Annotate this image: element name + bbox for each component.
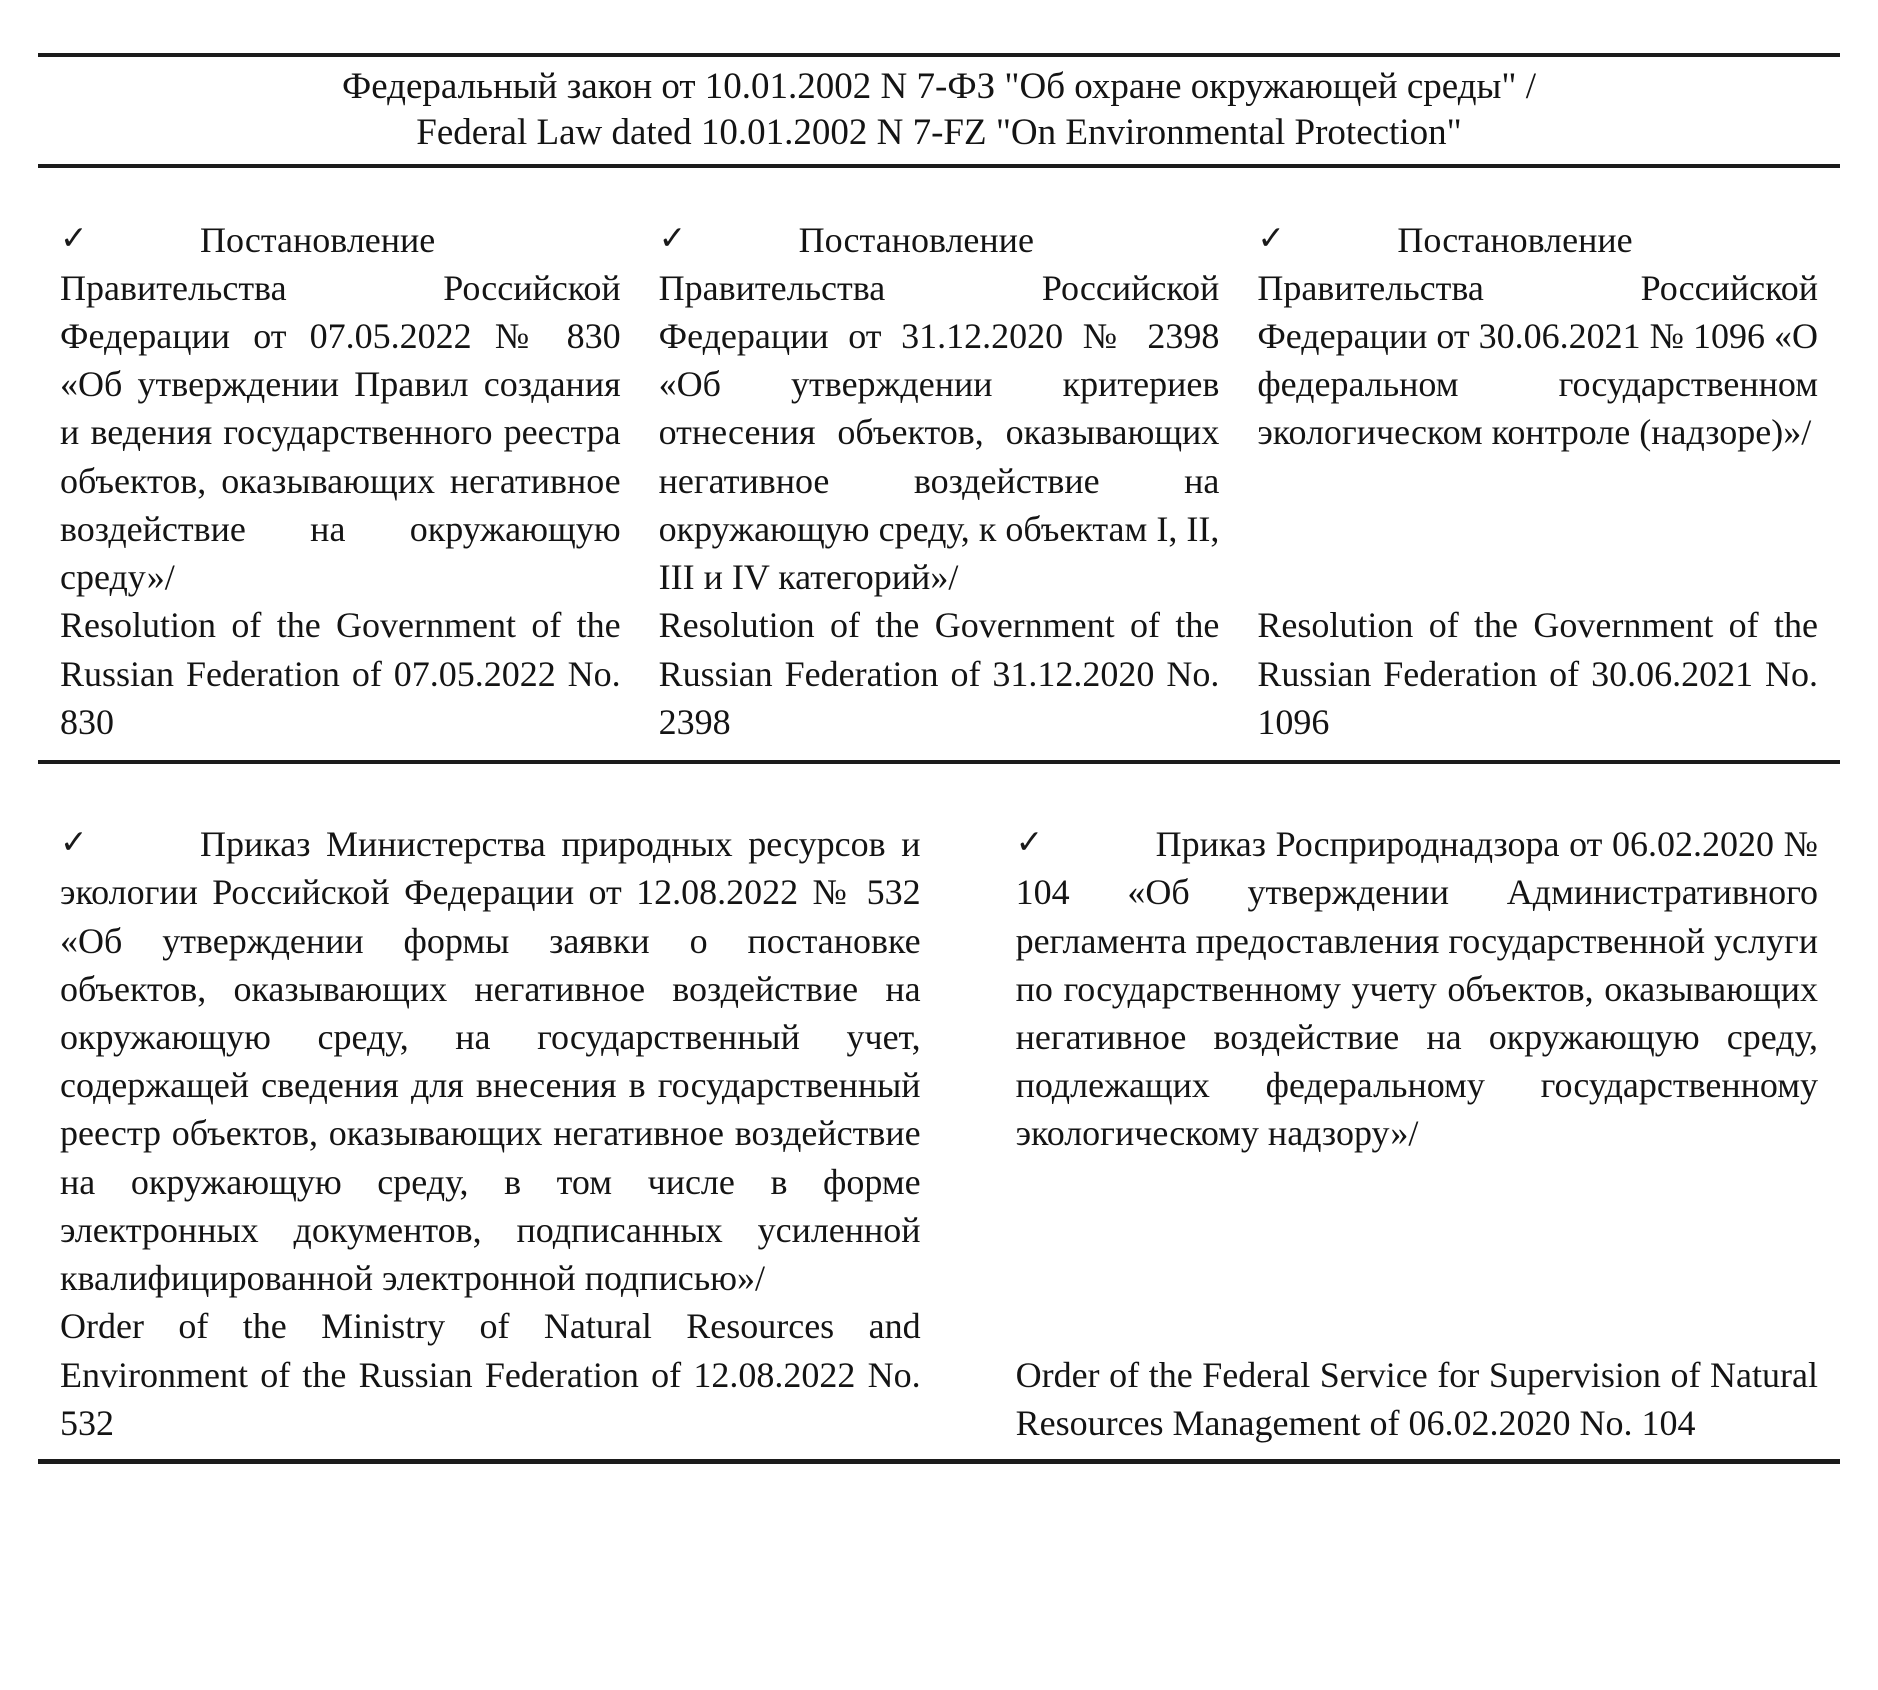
resolution-2398-text-en: Resolution of the Government of the Russian Federation of 31.12.2020 No. 2398 xyxy=(658,605,1220,742)
checkmark-icon: ✓ xyxy=(658,217,687,257)
resolution-830-text-ru xyxy=(60,216,621,602)
resolution-2398-text-ru xyxy=(659,216,1220,602)
resolution-1096-text-ru xyxy=(1257,216,1818,457)
resolution-1096-ru-content: Постановление Правительства Российской Федерации от 30.06.2021 № 1096 «О федеральном государственном экологическом контроле (надзоре)»/ xyxy=(1257,219,1818,453)
document-header xyxy=(38,57,1840,164)
resolution-2398-ru-content: Постановление Правительства Российской Федерации от 31.12.2020 № 2398 «Об утверждении критериев отнесения объектов, оказывающих негативное воздействие на окружающую среду, к объектам I, II, III и IV категорий»/ xyxy=(658,219,1220,598)
order-532-text-en: Order of the Ministry of Natural Resources and Environment of the Russian Federation of 12.08.2022 No. 532 xyxy=(60,1306,921,1443)
resolutions-row xyxy=(38,168,1840,761)
checkmark-icon: ✓ xyxy=(60,217,88,257)
orders-row xyxy=(38,764,1840,1459)
checkmark-icon: ✓ xyxy=(1257,217,1285,257)
bottom-rule xyxy=(38,1459,1840,1464)
order-104-text-en: Order of the Federal Service for Supervision of Natural Resources Management of 06.02.2020 No. 104 xyxy=(1015,1354,1818,1443)
law-cell-resolution-1096 xyxy=(1257,216,1818,747)
order-532-ru-content: Приказ Министерства природных ресурсов и экологии Российской Федерации от 12.08.2022 № 532 «Об утверждении формы заявки о постановке объектов, оказывающих негативное воздействие на окружающую среду, на государственный учет, содержащей сведения для внесения в государственный реестр объектов, оказывающих негативное воздействие на окружающую среду, в том числе в форме электронных документов, подписанных усиленной квалифицированной электронной подписью»/ xyxy=(60,824,921,1299)
law-title-en: Federal Law dated 10.01.2002 N 7-FZ "On Environmental Protection" xyxy=(416,112,1462,154)
resolution-830-text-en: Resolution of the Government of the Russian Federation of 07.05.2022 No. 830 xyxy=(60,605,621,742)
checkmark-icon: ✓ xyxy=(1015,822,1044,862)
order-104-ru-content: Приказ Росприроднадзора от 06.02.2020 № 104 «Об утверждении Административного регламента предоставления государственной услуги по государственному учету объектов, оказывающих негативное воздействие на окружающую среду, подлежащих федеральному государственному экологическому надзору»/ xyxy=(1015,824,1818,1154)
law-cell-resolution-830 xyxy=(60,216,621,747)
order-532-text-ru xyxy=(60,820,921,1302)
order-104-text-ru xyxy=(1016,820,1818,1158)
law-cell-order-104 xyxy=(1016,820,1818,1447)
resolution-830-ru-content: Постановление Правительства Российской Федерации от 07.05.2022 № 830 «Об утверждении Правил создания и ведения государственного реестра объектов, оказывающих негативное воздействие на окружающую среду»/ xyxy=(60,219,621,598)
resolution-1096-text-en: Resolution of the Government of the Russian Federation of 30.06.2021 No. 1096 xyxy=(1257,605,1818,742)
law-cell-resolution-2398 xyxy=(659,216,1220,747)
law-title-ru: Федеральный закон от 10.01.2002 N 7-ФЗ "Об охране окружающей среды" / xyxy=(341,66,1537,107)
law-cell-order-532 xyxy=(60,820,921,1447)
checkmark-icon: ✓ xyxy=(60,822,88,862)
